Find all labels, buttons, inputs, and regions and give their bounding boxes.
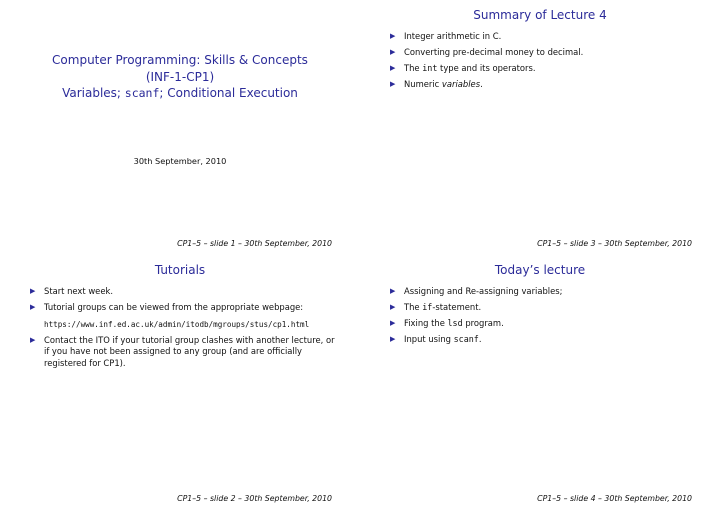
slide-footer: CP1–5 – slide 1 – 30th September, 2010 [177, 239, 332, 248]
triangle-right-icon: ▶ [390, 287, 396, 295]
triangle-right-icon: ▶ [30, 335, 36, 344]
list-item [390, 286, 702, 298]
subtitle-part: ; Conditional Execution [159, 86, 298, 100]
slide-footer: CP1–5 – slide 2 – 30th September, 2010 [177, 494, 332, 503]
bullet-text: . [478, 334, 482, 344]
triangle-right-icon: ▶ [390, 48, 396, 56]
triangle-right-icon: ▶ [390, 32, 396, 40]
slide-title: Today’s lecture [494, 263, 586, 277]
bullet-code: lsd [447, 318, 463, 328]
slide-footer: CP1–5 – slide 3 – 30th September, 2010 [537, 239, 692, 248]
slide-title: Tutorials [154, 263, 206, 277]
bullet-text: type and its operators. [437, 63, 536, 73]
bullet-text: -statement. [432, 302, 482, 312]
bullet-code: scanf [453, 334, 479, 344]
list-item [390, 47, 702, 59]
bullet-text: Contact the ITO if your tutorial group clashes with another lecture, or if you have not been assigned to any group (and are officially registered for CP1). [44, 334, 335, 368]
slide-1-title [0, 0, 360, 255]
bullet-text: Start next week. [44, 286, 114, 296]
lecture-title [0, 52, 360, 102]
triangle-right-icon: ▶ [390, 303, 396, 311]
list-item [30, 302, 342, 330]
slide-4-todays-lecture [360, 255, 720, 510]
list-item [390, 318, 702, 330]
list-item [390, 63, 702, 75]
list-item [390, 302, 702, 314]
lecture-date: 30th September, 2010 [133, 156, 227, 166]
bullet-list [30, 286, 342, 374]
subtitle-part: Variables; [62, 86, 125, 100]
bullet-text: Fixing the [404, 318, 448, 328]
triangle-right-icon: ▶ [30, 287, 36, 295]
slide-footer: CP1–5 – slide 4 – 30th September, 2010 [537, 494, 692, 503]
slide-2-tutorials [0, 255, 360, 510]
course-code: (INF-1-CP1) [145, 69, 215, 84]
list-item [30, 286, 342, 298]
bullet-list [390, 31, 702, 95]
bullet-text: . [480, 79, 483, 89]
list-item [390, 79, 702, 91]
bullet-text: The [404, 302, 423, 312]
bullet-text: The [404, 63, 423, 73]
bullet-text: Integer arithmetic in C. [404, 31, 502, 41]
bullet-text: Converting pre-decimal money to decimal. [404, 47, 584, 57]
tutorial-groups-link[interactable]: https://www.inf.ed.ac.uk/admin/itodb/mgroups/stus/cp1.html [44, 319, 310, 329]
bullet-list [390, 286, 702, 350]
list-item [30, 335, 342, 370]
bullet-text: program. [462, 318, 504, 328]
triangle-right-icon: ▶ [390, 64, 396, 72]
triangle-right-icon: ▶ [30, 303, 36, 311]
bullet-emphasis: variables [441, 79, 481, 89]
triangle-right-icon: ▶ [390, 319, 396, 327]
lecture-subtitle [0, 85, 360, 102]
bullet-text: Assigning and Re-assigning variables; [404, 286, 563, 296]
bullet-code: if [422, 302, 433, 312]
bullet-text: Input using [404, 334, 454, 344]
triangle-right-icon: ▶ [390, 80, 396, 88]
course-title: Computer Programming: Skills & Concepts [52, 53, 308, 67]
bullet-text: Tutorial groups can be viewed from the appropriate webpage: [44, 302, 304, 312]
bullet-text: Numeric [404, 79, 442, 89]
subtitle-code: scanf [124, 86, 160, 100]
bullet-code: int [422, 63, 438, 73]
list-item [390, 334, 702, 346]
triangle-right-icon: ▶ [390, 335, 396, 343]
list-item [390, 31, 702, 43]
slide-3-summary [360, 0, 720, 255]
slide-title: Summary of Lecture 4 [473, 8, 607, 22]
